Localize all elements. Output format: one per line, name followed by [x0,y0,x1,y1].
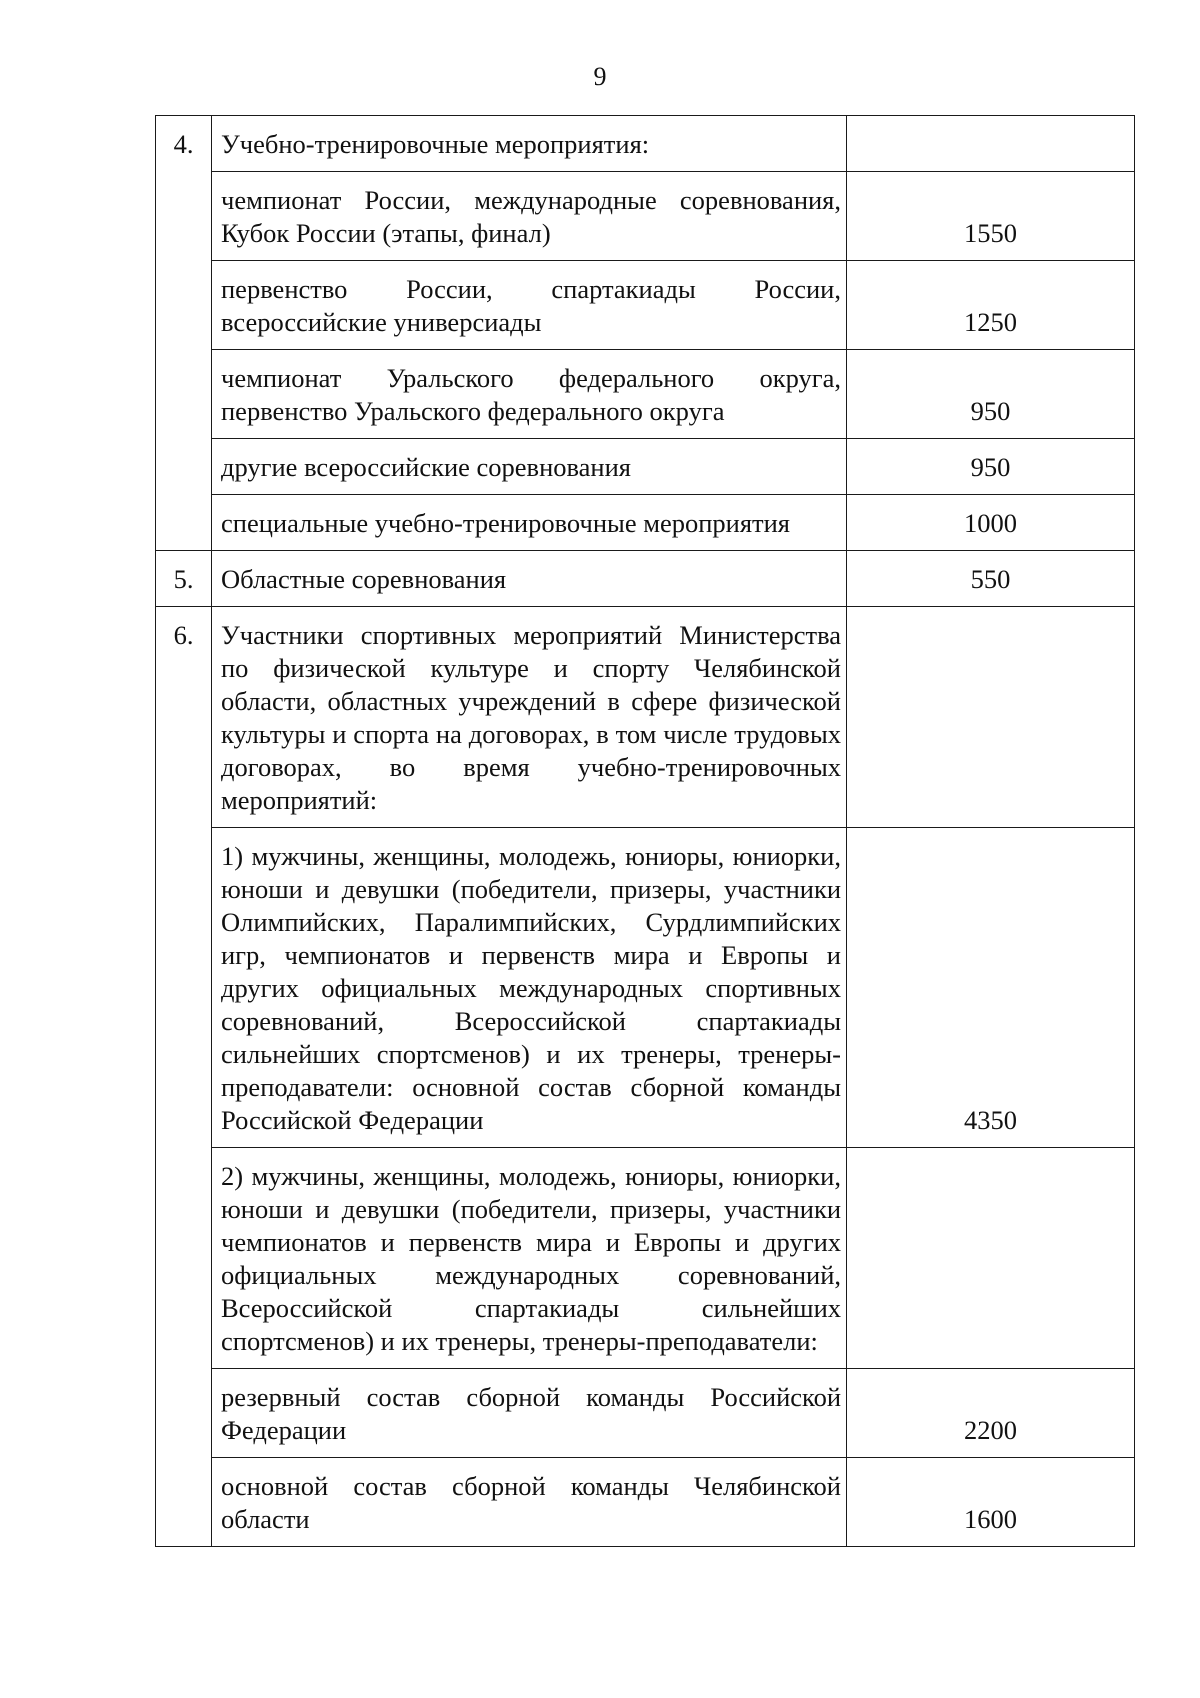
row-description: Учебно-тренировочные мероприятия: [212,116,847,172]
table-row [156,607,1135,828]
row-description: другие всероссийские соревнования [212,439,847,495]
row-description: первенство России, спартакиады России, всероссийские универсиады [212,261,847,350]
table-row [156,172,1135,261]
row-value [847,1148,1135,1369]
row-value: 1000 [847,495,1135,551]
row-description: чемпионат России, международные соревнования, Кубок России (этапы, финал) [212,172,847,261]
row-description: чемпионат Уральского федерального округа, первенство Уральского федерального округа [212,350,847,439]
row-number: 5. [156,551,212,607]
page-number: 9 [593,62,607,91]
row-value [847,607,1135,828]
table-row [156,439,1135,495]
row-number: 6. [156,607,212,828]
row-description: специальные учебно-тренировочные мероприятия [212,495,847,551]
row-value: 950 [847,350,1135,439]
table-row [156,350,1135,439]
row-number [156,172,212,261]
row-number: 4. [156,116,212,172]
row-value: 4350 [847,828,1135,1148]
table-row [156,495,1135,551]
row-description: основной состав сборной команды Челябинской области [212,1458,847,1547]
row-number [156,350,212,439]
row-number [156,828,212,1148]
table-row [156,1369,1135,1458]
row-value: 2200 [847,1369,1135,1458]
row-description: 1) мужчины, женщины, молодежь, юниоры, юниорки, юноши и девушки (победители, призеры, участники Олимпийских, Паралимпийских, Сурдлимпийских игр, чемпионатов и первенств мира и Европы и других официальных международных спортивных соревнований, Всероссийской спартакиады сильнейших спортсменов) и их тренеры, тренеры-преподаватели: основной состав сборной команды Российской Федерации [212,828,847,1148]
row-description: 2) мужчины, женщины, молодежь, юниоры, юниорки, юноши и девушки (победители, призеры, участники чемпионатов и первенств мира и Европы и других официальных международных соревнований, Всероссийской спартакиады сильнейших спортсменов) и их тренеры, тренеры-преподаватели: [212,1148,847,1369]
rates-table [155,115,1135,1547]
row-value: 550 [847,551,1135,607]
row-description: резервный состав сборной команды Российской Федерации [212,1369,847,1458]
table-row [156,116,1135,172]
row-number [156,1458,212,1547]
row-description: Областные соревнования [212,551,847,607]
row-number [156,1148,212,1369]
row-value: 1550 [847,172,1135,261]
table-row [156,1458,1135,1547]
table-row [156,1148,1135,1369]
row-number [156,439,212,495]
row-number [156,1369,212,1458]
table-row [156,261,1135,350]
row-number [156,495,212,551]
row-value: 950 [847,439,1135,495]
table-row [156,551,1135,607]
row-description: Участники спортивных мероприятий Министерства по физической культуре и спорту Челябинской области, областных учреждений в сфере физической культуры и спорта на договорах, в том числе трудовых договорах, во время учебно-тренировочных мероприятий: [212,607,847,828]
table-row [156,828,1135,1148]
row-number [156,261,212,350]
row-value: 1600 [847,1458,1135,1547]
row-value [847,116,1135,172]
row-value: 1250 [847,261,1135,350]
